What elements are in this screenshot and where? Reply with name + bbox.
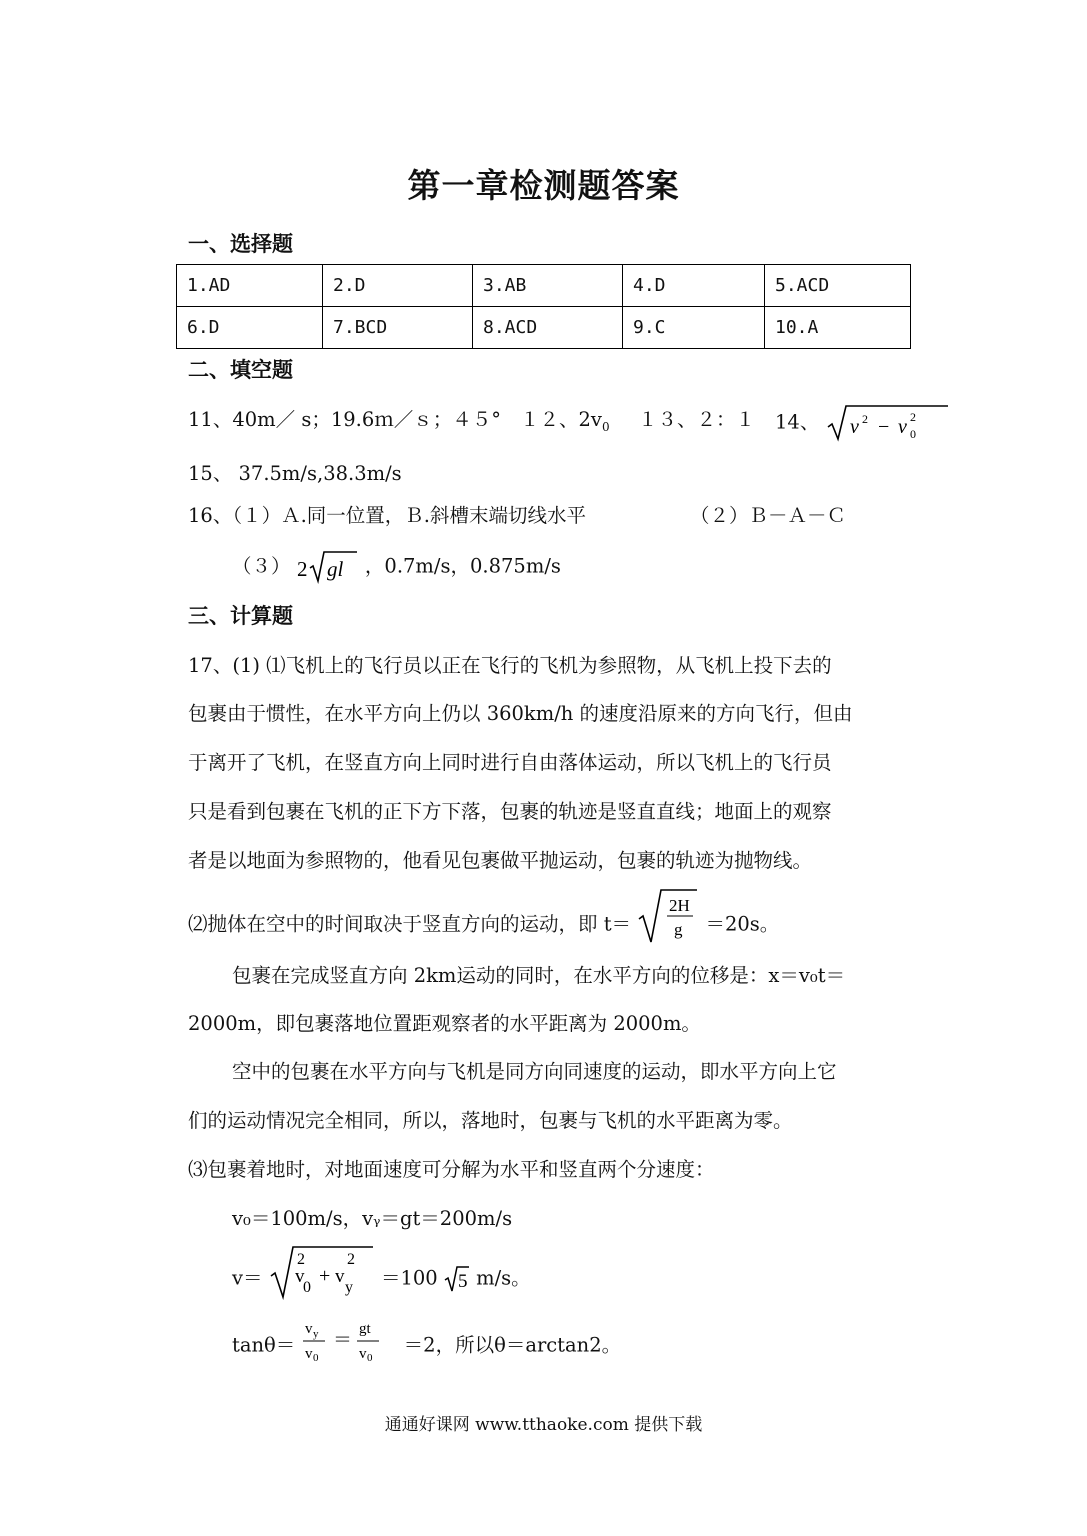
svg-text:gl: gl [326, 557, 344, 581]
answer-q16-part2: （２）Ｂ－Ａ－Ｃ [690, 504, 847, 527]
answer-q13: １３、２：１ [638, 408, 756, 431]
table-row [177, 307, 911, 349]
svg-text:g: g [674, 920, 683, 939]
table-cell: 5.ACD [765, 265, 911, 307]
vy-over-v0-equals-gt-over-v0-formula [301, 1315, 397, 1365]
svg-text:y: y [313, 1328, 319, 1340]
svg-text:v: v [305, 1321, 313, 1337]
svg-text:v: v [294, 1266, 305, 1287]
sqrt-v2-minus-v02-formula [826, 403, 950, 443]
table-cell: 3.AB [473, 265, 623, 307]
paragraph-line: 者是以地面为参照物的，他看见包裹做平抛运动，包裹的轨迹为抛物线。 [188, 849, 813, 872]
svg-text:v: v [334, 1266, 345, 1287]
svg-text:0: 0 [909, 427, 916, 441]
sqrt-v0-squared-plus-vy-squared-formula [269, 1244, 375, 1300]
answer-q14 [775, 403, 950, 443]
time-result: ＝20s。 [705, 912, 780, 936]
paragraph-line: 空中的包裹在水平方向与飞机是同方向同速度的运动，即水平方向上它 [232, 1060, 837, 1083]
paragraph-line: ⑶包裹着地时，对地面速度可分解为水平和竖直两个分速度： [188, 1158, 715, 1181]
svg-text:−: − [877, 416, 889, 438]
svg-text:2: 2 [296, 557, 308, 581]
answer-q16-part1: 16、（１）Ａ.同一位置，Ｂ.斜槽末端切线水平 [188, 504, 586, 527]
time-formula-text: ⑵抛体在空中的时间取决于竖直方向的运动，即 t＝ [188, 912, 632, 936]
svg-text:v: v [305, 1346, 313, 1362]
velocity-components: v₀＝100m/s，vᵧ＝gt＝200m/s [232, 1207, 513, 1230]
section-heading-calc: 三、计算题 [188, 603, 293, 628]
svg-text:5: 5 [457, 1271, 468, 1292]
svg-text:gt: gt [359, 1321, 372, 1337]
paragraph-line: 包裹在完成竖直方向 2km运动的同时，在水平方向的位移是：x＝v₀t＝ [232, 964, 846, 987]
angle-label: tanθ＝ [232, 1333, 296, 1357]
paragraph-time-formula [188, 896, 780, 945]
svg-text:2: 2 [346, 1251, 355, 1268]
table-cell: 6.D [177, 307, 323, 349]
svg-text:v: v [849, 416, 859, 438]
velocity-label: v＝ [232, 1266, 263, 1290]
table-cell: 4.D [623, 265, 765, 307]
section-heading-fill: 二、填空题 [188, 357, 293, 382]
svg-text:v: v [897, 416, 907, 438]
velocity-unit: m/s。 [476, 1266, 531, 1290]
svg-text:v: v [359, 1346, 367, 1362]
svg-text:0: 0 [302, 1279, 311, 1296]
page-title: 第一章检测题答案 [407, 166, 680, 205]
two-sqrt-gl-formula [297, 550, 359, 584]
answer-q16-part3-label: （３） [232, 554, 291, 578]
table-cell: 9.C [623, 307, 765, 349]
svg-text:y: y [344, 1279, 353, 1296]
svg-text:0: 0 [367, 1352, 373, 1364]
angle-result: ＝2，所以θ＝arctan2。 [403, 1333, 622, 1357]
svg-text:2: 2 [296, 1251, 305, 1268]
svg-text:＝: ＝ [333, 1330, 353, 1351]
answer-q12 [520, 406, 610, 441]
answer-table [176, 264, 911, 349]
footer-source: 通通好课网 www.tthaoke.com 提供下载 [384, 1415, 703, 1435]
answer-q16-part3-values: ，0.7m/s，0.875m/s [364, 554, 561, 578]
table-cell: 1.AD [177, 265, 323, 307]
svg-text:2H: 2H [669, 896, 691, 915]
sqrt-2h-over-g-formula [637, 887, 699, 945]
answer-q12-text: １２、2v [520, 408, 602, 431]
paragraph-line: 17、(1) ⑴飞机上的飞行员以正在飞行的飞机为参照物，从飞机上投下去的 [188, 654, 832, 677]
svg-text:0: 0 [313, 1352, 319, 1364]
velocity-magnitude-formula [232, 1251, 531, 1300]
answer-q16-part3 [232, 550, 561, 584]
svg-text:2: 2 [909, 410, 916, 424]
answer-q11: 11、40m／ s；19.6ｍ／ｓ；４５° [188, 408, 501, 431]
table-cell: 2.D [323, 265, 473, 307]
table-cell: 7.BCD [323, 307, 473, 349]
answer-q12-sub: 0 [601, 419, 610, 434]
paragraph-line: 2000m，即包裹落地位置距观察者的水平距离为 2000m。 [188, 1012, 701, 1035]
paragraph-line: 们的运动情况完全相同，所以，落地时，包裹与飞机的水平距离为零。 [188, 1109, 793, 1132]
table-cell: 8.ACD [473, 307, 623, 349]
angle-formula [232, 1321, 622, 1365]
table-row [177, 265, 911, 307]
velocity-value: ＝100 [380, 1266, 438, 1290]
answer-q14-label: 14、 [775, 410, 820, 434]
section-heading-choice: 一、选择题 [188, 231, 293, 256]
table-cell: 10.A [765, 307, 911, 349]
svg-text:+: + [318, 1265, 331, 1287]
sqrt-5-formula [444, 1265, 470, 1293]
paragraph-line: 于离开了飞机，在竖直方向上同时进行自由落体运动，所以飞机上的飞行员 [188, 751, 832, 774]
answer-q15: 15、 37.5m/s,38.3m/s [188, 462, 402, 485]
svg-text:2: 2 [861, 412, 868, 426]
paragraph-line: 包裹由于惯性，在水平方向上仍以 360km/h 的速度沿原来的方向飞行，但由 [188, 702, 853, 725]
paragraph-line: 只是看到包裹在飞机的正下方下落，包裹的轨迹是竖直直线；地面上的观察 [188, 800, 832, 823]
